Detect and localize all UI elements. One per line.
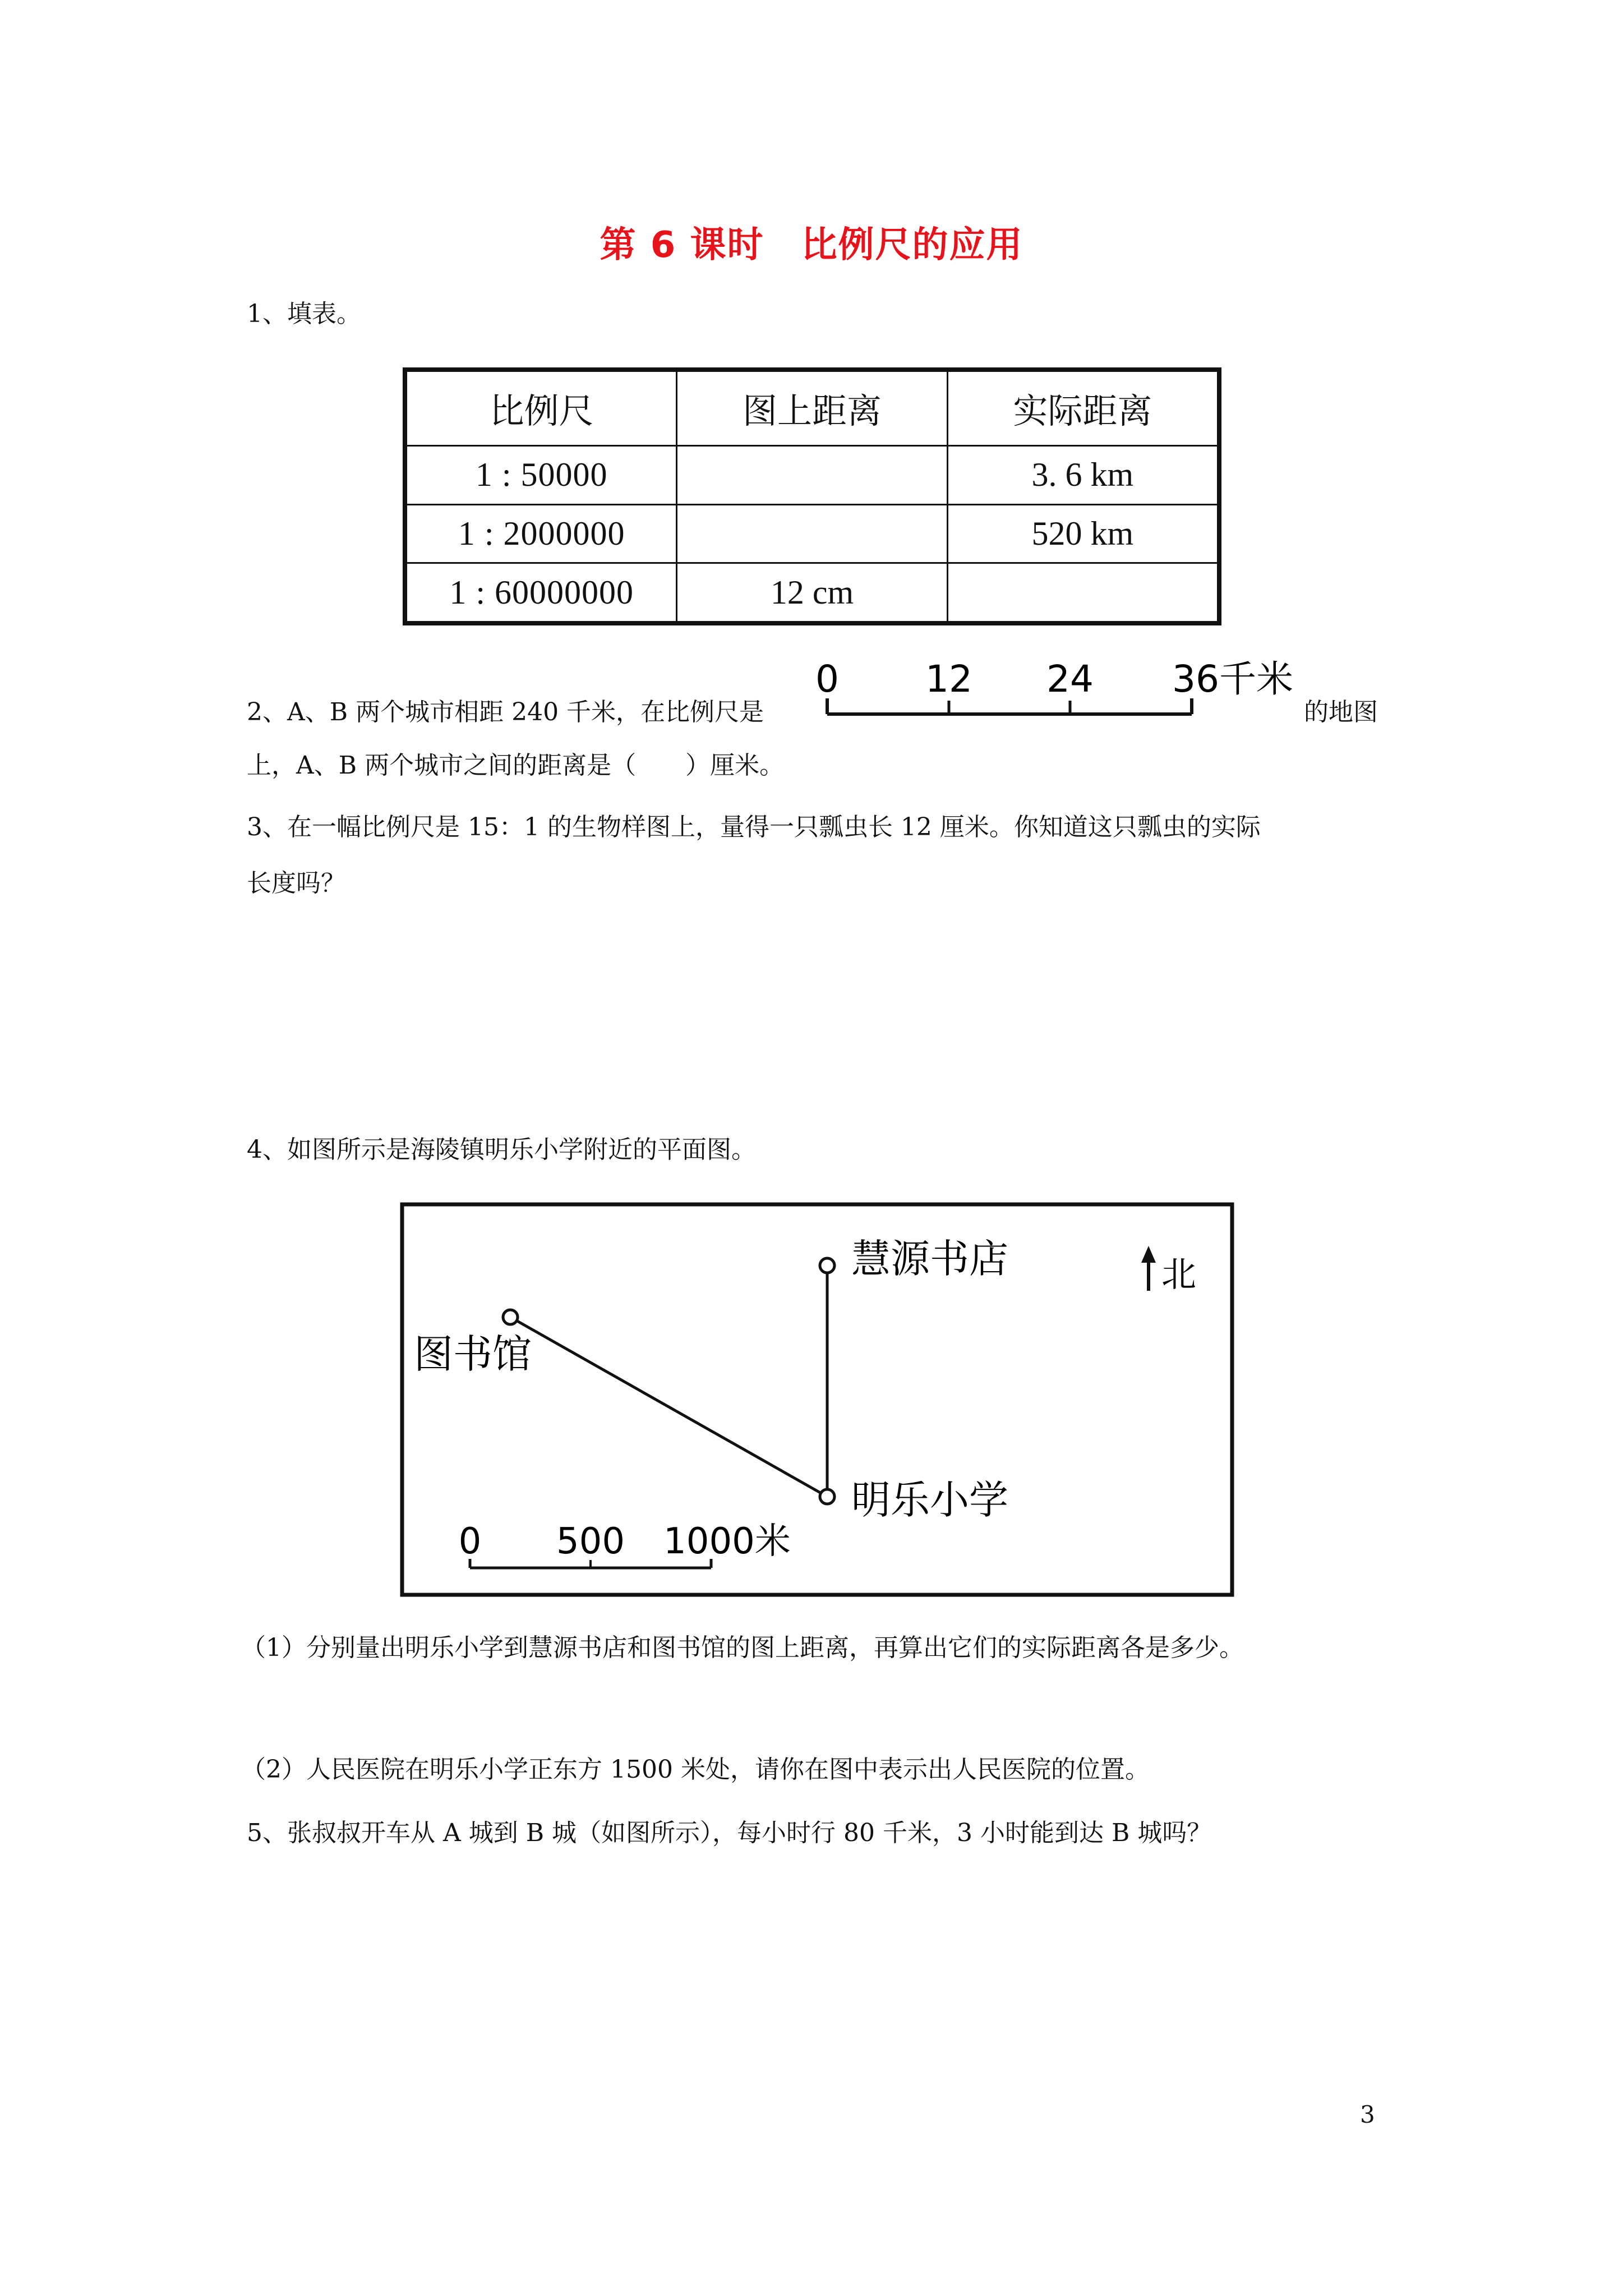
table-cell <box>677 504 947 563</box>
table-cell: 1 : 50000 <box>407 445 677 504</box>
map-scale-label-500: 500 <box>556 1521 625 1562</box>
q4-sub1: （1）分别量出明乐小学到慧源书店和图书馆的图上距离，再算出它们的实际距离各是多少。 <box>241 1634 1244 1662</box>
table-cell: 12 cm <box>677 563 947 622</box>
school-marker <box>820 1489 834 1504</box>
library-marker <box>503 1310 518 1324</box>
scale-label-36: 36千米 <box>1172 657 1293 701</box>
q3-line1: 3、在一幅比例尺是 15：1 的生物样图上，量得一只瓢虫长 12 厘米。你知道这只瓢虫的实际 <box>247 813 1261 841</box>
table-row <box>407 445 1218 504</box>
town-map <box>400 1202 1241 1600</box>
q5-text: 5、张叔叔开车从 A 城到 B 城（如图所示），每小时行 80 千米，3 小时能到达 B 城吗？ <box>247 1819 1212 1847</box>
table-cell: 1 : 60000000 <box>407 563 677 622</box>
q2-prefix: 2、A、B 两个城市相距 240 千米，在比例尺是 <box>247 698 764 726</box>
scale-label-12: 12 <box>925 657 972 701</box>
q2-scale-bar <box>810 654 1315 732</box>
q2-suffix: 的地图 <box>1304 698 1378 726</box>
map-scale-label-0: 0 <box>458 1521 482 1562</box>
table-cell <box>947 563 1218 622</box>
q4-text: 4、如图所示是海陵镇明乐小学附近的平面图。 <box>247 1135 756 1164</box>
road-library-school <box>510 1317 827 1497</box>
scale-label-24: 24 <box>1046 657 1094 701</box>
q3-line2: 长度吗？ <box>247 869 345 898</box>
table-row <box>407 563 1218 622</box>
table-cell: 1 : 2000000 <box>407 504 677 563</box>
fill-table <box>403 367 1221 625</box>
school-label: 明乐小学 <box>851 1477 1008 1523</box>
table-header-cell: 比例尺 <box>407 371 677 446</box>
page-title: 第 6 课时 比例尺的应用 <box>600 224 1023 266</box>
bookstore-label: 慧源书店 <box>851 1236 1008 1282</box>
map-scale-label-1000: 1000米 <box>663 1521 791 1562</box>
table-row <box>407 504 1218 563</box>
bookstore-marker <box>820 1258 834 1273</box>
q2-line2: 上，A、B 两个城市之间的距离是（ ）厘米。 <box>247 751 785 780</box>
table-cell: 3. 6 km <box>947 445 1218 504</box>
page-number: 3 <box>1360 2101 1375 2128</box>
q4-sub2: （2）人民医院在明乐小学正东方 1500 米处，请你在图中表示出人民医院的位置。 <box>241 1755 1150 1784</box>
north-arrowhead-icon <box>1141 1246 1156 1263</box>
north-label: 北 <box>1161 1254 1197 1295</box>
table-header-cell: 实际距离 <box>947 371 1218 446</box>
table-header-row <box>407 371 1218 446</box>
table-cell <box>677 445 947 504</box>
table-cell: 520 km <box>947 504 1218 563</box>
q1-text: 1、填表。 <box>247 300 361 328</box>
library-label: 图书馆 <box>414 1331 532 1377</box>
table-header-cell: 图上距离 <box>677 371 947 446</box>
scale-label-0: 0 <box>815 657 839 701</box>
